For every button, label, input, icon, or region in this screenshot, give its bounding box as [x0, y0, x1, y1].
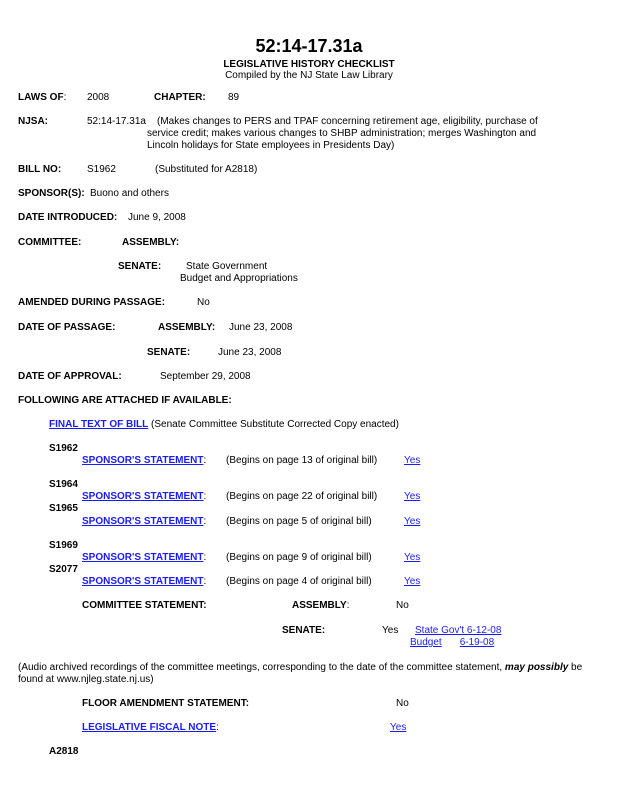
compiled-by: Compiled by the NJ State Law Library	[225, 70, 393, 81]
committee-assembly-label: ASSEMBLY:	[122, 237, 180, 248]
sponsor-statement-row: SPONSOR'S STATEMENT:	[82, 491, 207, 502]
sponsor-statement-note: (Begins on page 9 of original bill)	[226, 552, 372, 563]
bill-no-value: S1962	[87, 164, 116, 175]
chapter-value: 89	[228, 92, 240, 103]
sponsor-statement-yes-link[interactable]: Yes	[404, 552, 421, 563]
sponsor-statement-row: SPONSOR'S STATEMENT:	[82, 552, 207, 563]
sponsor-statement-yes-link[interactable]: Yes	[404, 491, 421, 502]
final-text-row	[49, 419, 399, 431]
budget-statement-link[interactable]: Budget 6-19-08	[410, 637, 495, 648]
laws-of-label: LAWS OF:	[18, 92, 67, 103]
committee-statement-label: COMMITTEE STATEMENT:	[82, 600, 207, 611]
amended-label: AMENDED DURING PASSAGE:	[18, 297, 166, 308]
committee-statement-assembly: ASSEMBLY:	[292, 600, 350, 611]
sponsor-statement-link[interactable]: SPONSOR'S STATEMENT	[82, 576, 204, 587]
committee-statement-senate-label: SENATE:	[282, 625, 326, 636]
bill-id-a2818: A2818	[49, 746, 79, 757]
committee-statement-assembly-value: No	[396, 600, 409, 611]
final-text-note: (Senate Committee Substitute Corrected Copy enacted)	[151, 419, 399, 430]
sponsors-value: Buono and others	[90, 188, 169, 199]
page-title: 52:14-17.31a	[255, 36, 363, 56]
sponsor-statement-note: (Begins on page 13 of original bill)	[226, 455, 378, 466]
approval-label: DATE OF APPROVAL:	[18, 371, 122, 382]
sponsor-statement-yes-link[interactable]: Yes	[404, 516, 421, 527]
checklist-subtitle: LEGISLATIVE HISTORY CHECKLIST	[223, 59, 395, 70]
sponsor-statement-link[interactable]: SPONSOR'S STATEMENT	[82, 491, 204, 502]
fiscal-note-link[interactable]: LEGISLATIVE FISCAL NOTE	[82, 722, 217, 733]
passage-senate-label: SENATE:	[147, 347, 191, 358]
committee-statement-senate-value: Yes	[382, 625, 399, 636]
njsa-label: NJSA:	[18, 116, 49, 127]
date-introduced-value: June 9, 2008	[128, 212, 186, 223]
passage-assembly-value: June 23, 2008	[229, 322, 293, 333]
final-text-link[interactable]: FINAL TEXT OF BILL	[49, 419, 149, 430]
bill-id-s1964: S1964	[49, 479, 78, 490]
sponsor-statement-yes-link[interactable]: Yes	[404, 576, 421, 587]
bill-no-note: (Substituted for A2818)	[155, 164, 258, 175]
committee-senate-label: SENATE:	[118, 261, 162, 272]
njsa-description-2: service credit; makes various changes to SHBP administration; merges Washington and	[147, 128, 537, 139]
sponsor-statement-link[interactable]: SPONSOR'S STATEMENT	[82, 516, 204, 527]
committee-label: COMMITTEE:	[18, 237, 82, 248]
sponsor-statement-note: (Begins on page 22 of original bill)	[226, 491, 378, 502]
approval-value: September 29, 2008	[160, 371, 251, 382]
sponsor-statement-note: (Begins on page 4 of original bill)	[226, 576, 372, 587]
fiscal-note-row: LEGISLATIVE FISCAL NOTE:	[82, 722, 219, 733]
date-introduced-label: DATE INTRODUCED:	[18, 212, 118, 223]
njsa-value: 52:14-17.31a	[87, 116, 146, 127]
sponsors-label: SPONSOR(S):	[18, 188, 85, 199]
laws-of-value: 2008	[87, 92, 110, 103]
chapter-label: CHAPTER:	[154, 92, 206, 103]
sponsor-statement-link[interactable]: SPONSOR'S STATEMENT	[82, 552, 204, 563]
committee-senate-line2: Budget and Appropriations	[180, 273, 298, 284]
committee-senate-line1: State Government	[186, 261, 268, 272]
bill-id-s1962: S1962	[49, 443, 78, 454]
sponsor-statement-row: SPONSOR'S STATEMENT:	[82, 576, 207, 587]
passage-senate-value: June 23, 2008	[218, 347, 282, 358]
attached-heading: FOLLOWING ARE ATTACHED IF AVAILABLE:	[18, 395, 232, 406]
sponsor-statement-yes-link[interactable]: Yes	[404, 455, 421, 466]
fiscal-note-yes-link[interactable]: Yes	[390, 722, 407, 733]
amended-value: No	[197, 297, 210, 308]
bill-id-s2077: S2077	[49, 564, 78, 575]
njsa-description-3: Lincoln holidays for State employees in Presidents Day)	[147, 140, 395, 151]
bill-no-label: BILL NO:	[18, 164, 62, 175]
budget-statement-row	[410, 637, 494, 649]
bill-id-s1969: S1969	[49, 540, 78, 551]
state-gov-statement-link[interactable]: State Gov't 6-12-08	[415, 625, 502, 636]
bill-id-s1965: S1965	[49, 503, 78, 514]
njsa-description-1: (Makes changes to PERS and TPAF concerning retirement age, eligibility, purchase of	[157, 116, 538, 127]
floor-amendment-label: FLOOR AMENDMENT STATEMENT:	[82, 698, 250, 709]
floor-amendment-value: No	[396, 698, 409, 709]
sponsor-statement-row: SPONSOR'S STATEMENT:	[82, 516, 207, 527]
passage-assembly-label: ASSEMBLY:	[158, 322, 216, 333]
sponsor-statement-note: (Begins on page 5 of original bill)	[226, 516, 372, 527]
sponsor-statement-row: SPONSOR'S STATEMENT:	[82, 455, 207, 466]
sponsor-statement-link[interactable]: SPONSOR'S STATEMENT	[82, 455, 204, 466]
audio-archive-note: (Audio archived recordings of the committee meetings, corresponding to the date of the committee statement, may possibly be found at www.njleg.state.nj.us)	[18, 662, 583, 685]
passage-label: DATE OF PASSAGE:	[18, 322, 116, 333]
